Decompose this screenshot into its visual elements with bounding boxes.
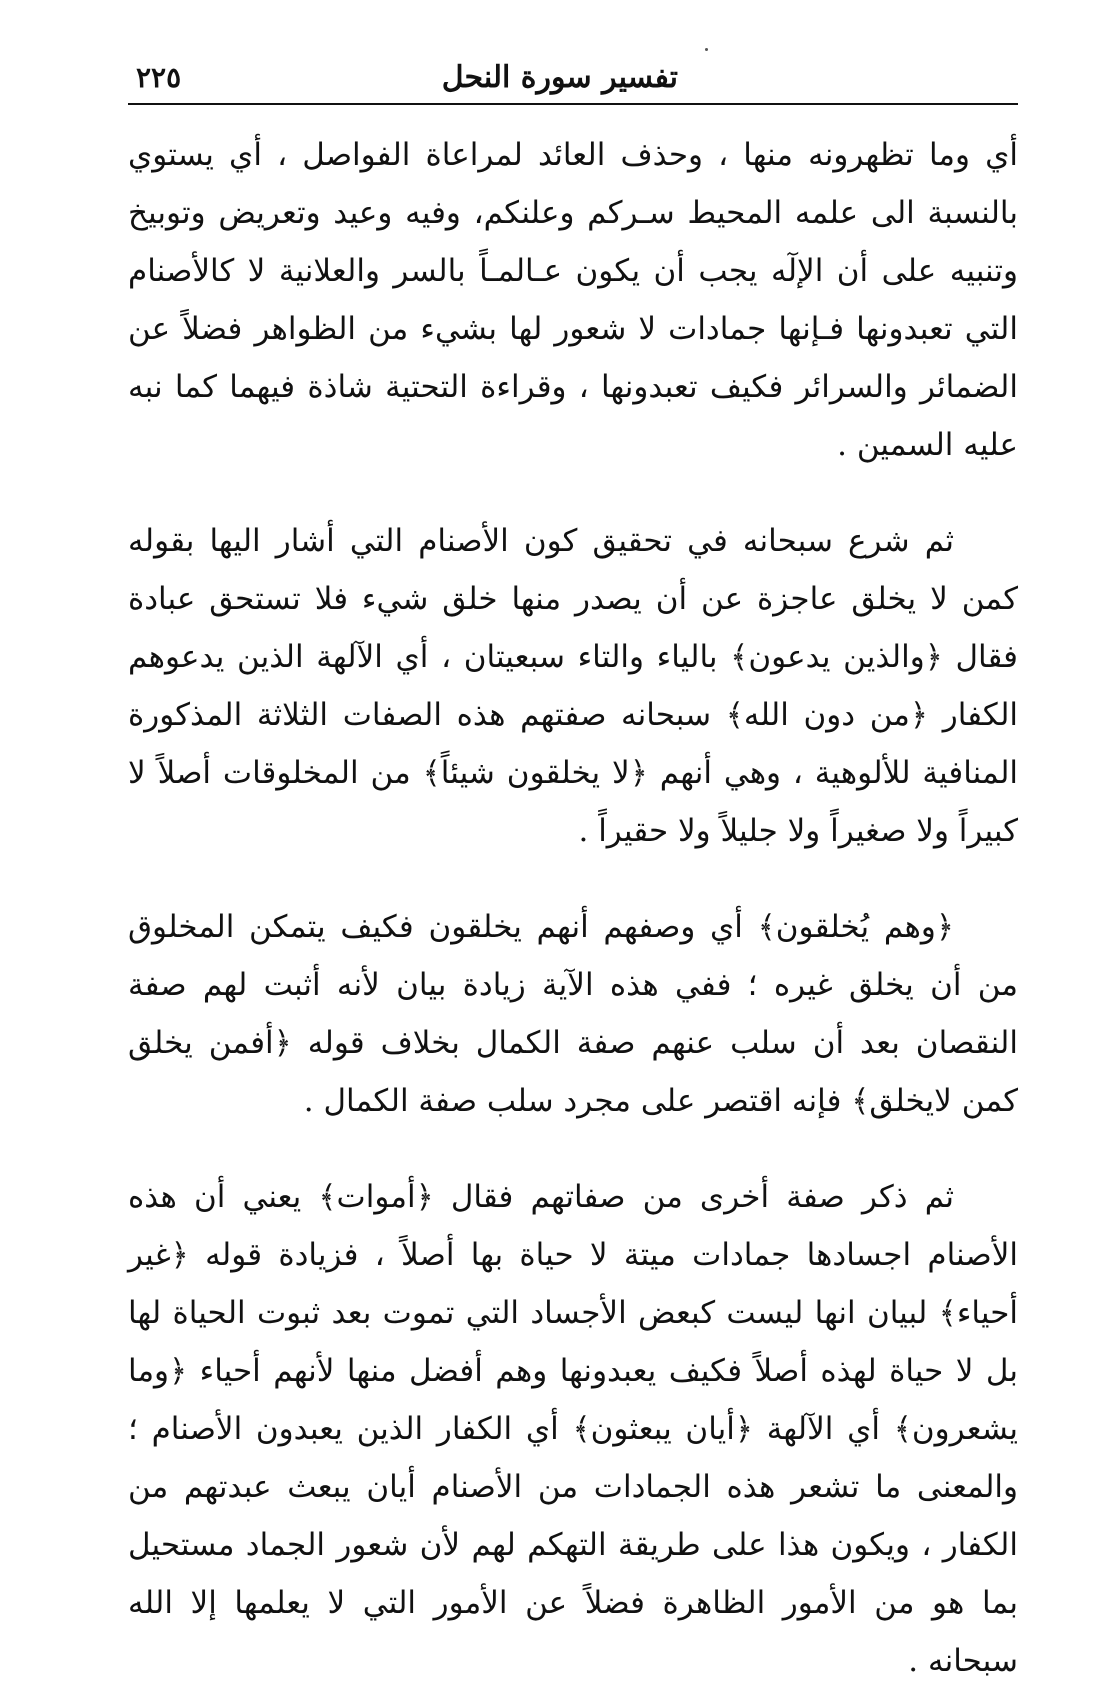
header-title: تفسير سورة النحل	[441, 60, 678, 95]
page-number: ٢٢٥	[136, 61, 182, 94]
print-speck	[705, 48, 708, 51]
paragraph-4: ثم ذكر صفة أخرى من صفاتهم فقال ﴿أموات﴾ يعني أن هذه الأصنام اجسادها جمادات ميتة لا حياة بها أصلاً ، فزيادة قوله ﴿غير أحياء﴾ لبيان انها ليست كبعض الأجساد التي تموت بعد ثبوت الحياة لها بل لا حياة لهذه أصلاً فكيف يعبدونها وهم أفضل منها لأنهم أحياء ﴿وما يشعرون﴾ أي الآلهة ﴿أيان يبعثون﴾ أي الكفار الذين يعبدون الأصنام ؛ والمعنى ما تشعر هذه الجمادات من الأصنام أيان يبعث عبدتهم من الكفار ، ويكون هذا على طريقة التهكم لهم لأن شعور الجماد مستحيل بما هو من الأمور الظاهرة فضلاً عن الأمور التي لا يعلمها إلا الله سبحانه .	[128, 1179, 1018, 1679]
running-header	[128, 58, 1018, 104]
body-text	[128, 126, 1018, 1690]
paragraph-1: أي وما تظهرونه منها ، وحذف العائد لمراعاة الفواصل ، أي يستوي بالنسبة الى علمه المحيط سـركم وعلنكم، وفيه وعيد وتعريض وتوبيخ وتنبيه على أن الإلٓه يجب أن يكون عـالمـاً بالسر والعلانية لا كالأصنام التي تعبدونها فـإنها جمادات لا شعور لها بشيء من الظواهر فضلاً عن الضمائر والسرائر فكيف تعبدونها ، وقراءة التحتية شاذة فيهما كما نبه عليه السمين .	[128, 137, 1018, 463]
paragraph-2: ثم شرع سبحانه في تحقيق كون الأصنام التي أشار اليها بقوله كمن لا يخلق عاجزة عن أن يصدر منها خلق شيء فلا تستحق عبادة فقال ﴿والذين يدعون﴾ بالياء والتاء سبعيتان ، أي الآلهة الذين يدعوهم الكفار ﴿من دون الله﴾ سبحانه صفتهم هذه الصفات الثلاثة المذكورة المنافية للألوهية ، وهي أنهم ﴿لا يخلقون شيئاً﴾ من المخلوقات أصلاً لا كبيراً ولا صغيراً ولا جليلاً ولا حقيراً .	[128, 523, 1018, 849]
paragraph-3: ﴿وهم يُخلقون﴾ أي وصفهم أنهم يخلقون فكيف يتمكن المخلوق من أن يخلق غيره ؛ ففي هذه الآية زيادة بيان لأنه أثبت لهم صفة النقصان بعد أن سلب عنهم صفة الكمال بخلاف قوله ﴿أفمن يخلق كمن لايخلق﴾ فإنه اقتصر على مجرد سلب صفة الكمال .	[128, 909, 1018, 1119]
header-divider	[128, 103, 1018, 105]
